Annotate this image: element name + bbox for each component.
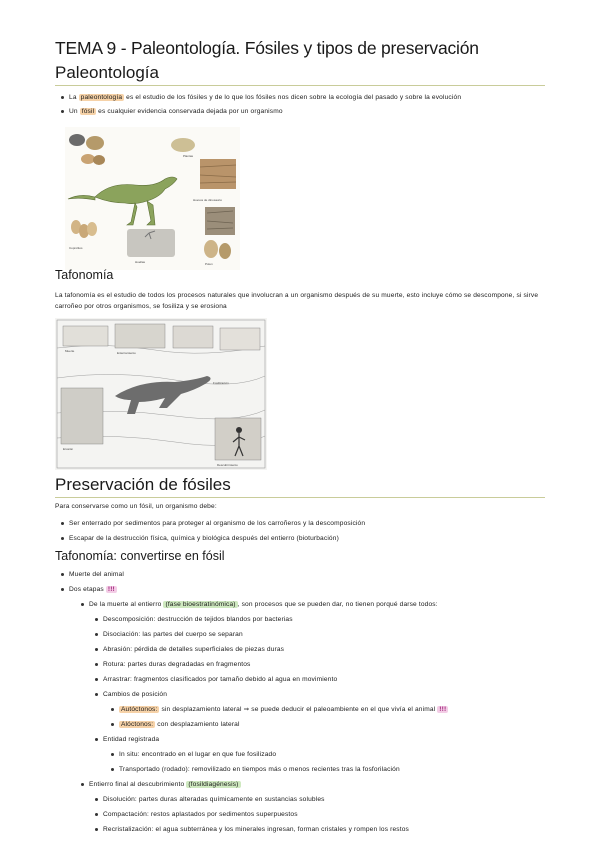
figure-label: Erosión xyxy=(63,447,74,451)
list-item: Recristalización: el agua subterránea y los minerales ingresan, forman cristales y rompen los restos xyxy=(55,824,545,835)
list-item: Entierro final al descubrimiento (fosildiagénesis) xyxy=(55,779,545,790)
list-item: Alóctonos: con desplazamiento lateral xyxy=(55,719,545,730)
list-item: In situ: encontrado en el lugar en que fue fosilizado xyxy=(55,749,545,760)
fossil-types-figure xyxy=(65,127,240,270)
figure-label: Descubrimiento xyxy=(217,463,238,467)
paleontologia-list xyxy=(55,92,545,117)
list-item: Un fósil es cualquier evidencia conservada dejada por un organismo xyxy=(55,106,545,117)
taphonomy-figure xyxy=(55,318,267,470)
list-item: Compactación: restos aplastados por sedimentos superpuestos xyxy=(55,809,545,820)
list-item: Dos etapas !!! xyxy=(55,584,545,595)
figure-label: Fosilización xyxy=(213,381,229,385)
list-item: Escapar de la destrucción física, química y biológica después del entierro (bioturbación) xyxy=(55,533,545,544)
figure-label: Muerte xyxy=(65,349,75,353)
list-item: Ser enterrado por sedimentos para proteger al organismo de los carroñeros y la descomposición xyxy=(55,518,545,529)
list-item: Cambios de posición xyxy=(55,689,545,700)
figure-label: Enterramiento xyxy=(117,351,136,355)
section-heading-preservacion xyxy=(55,475,545,498)
list-item: Rotura: partes duras degradadas en fragmentos xyxy=(55,659,545,670)
list-item: Abrasión: pérdida de detalles superficiales de piezas duras xyxy=(55,644,545,655)
list-item: Muerte del animal xyxy=(55,569,545,580)
heading-text: Preservación de fósiles xyxy=(55,475,231,494)
list-item: Descomposición: destrucción de tejidos blandos por bacterias xyxy=(55,614,545,625)
figure-label: Huellas xyxy=(135,260,146,264)
figure-label: Coprolitos xyxy=(69,246,83,250)
figure-label: Huevos de dinosaurio xyxy=(193,198,223,202)
tafonomia-stages-list xyxy=(55,569,545,835)
preservacion-intro: Para conservarse como un fósil, un organismo debe: xyxy=(55,503,217,510)
heading-text: Paleontología xyxy=(55,63,159,82)
list-item: Autóctonos: sin desplazamiento lateral ⇒ se puede deducir el paleoambiente en el que vivía el animal !!! xyxy=(55,704,545,715)
list-item: Entidad registrada xyxy=(55,734,545,745)
list-item: Arrastrar: fragmentos clasificados por tamaño debido al agua en movimiento xyxy=(55,674,545,685)
highlight-phase: (fosildiagénesis) xyxy=(188,781,239,788)
tafonomia-paragraph: La tafonomía es el estudio de todos los procesos naturales que involucran a un organismo después de su muerte, esto incluye cómo se descompone, si sirve carroñeo por otros organismos, se fosiliza y se erosiona xyxy=(55,292,539,310)
list-item: Transportado (rodado): removilizado en tiempos más o menos recientes tras la fosforilación xyxy=(55,764,545,775)
subheading-tafonomia: Tafonomía xyxy=(55,268,114,282)
highlight-term: paleontología xyxy=(80,94,123,101)
subheading-convertirse: Tafonomía: convertirse en fósil xyxy=(55,549,225,563)
list-item: La paleontología es el estudio de los fósiles y de lo que los fósiles nos dicen sobre la ecología del pasado y sobre la evolución xyxy=(55,92,545,103)
alert-badge: !!! xyxy=(107,586,115,593)
page-title: TEMA 9 - Paleontología. Fósiles y tipos de preservación xyxy=(55,38,479,58)
highlight-phase: (fase bioestratinómica) xyxy=(165,601,236,608)
highlight-term: fósil xyxy=(81,108,95,115)
section-heading-paleontologia xyxy=(55,63,545,86)
list-item: Disociación: las partes del cuerpo se separan xyxy=(55,629,545,640)
alert-badge: !!! xyxy=(439,706,447,713)
highlight-term: Alóctonos: xyxy=(121,721,154,728)
figure-label: Polen xyxy=(205,262,213,266)
list-item: Disolución: partes duras alteradas químicamente en sustancias solubles xyxy=(55,794,545,805)
figure-label: Plantas xyxy=(183,154,194,158)
highlight-term: Autóctonos: xyxy=(121,706,158,713)
list-item: De la muerte al entierro (fase bioestratinómica) , son procesos que se pueden dar, no tienen porqué darse todos: xyxy=(55,599,545,610)
preservacion-list xyxy=(55,518,545,544)
